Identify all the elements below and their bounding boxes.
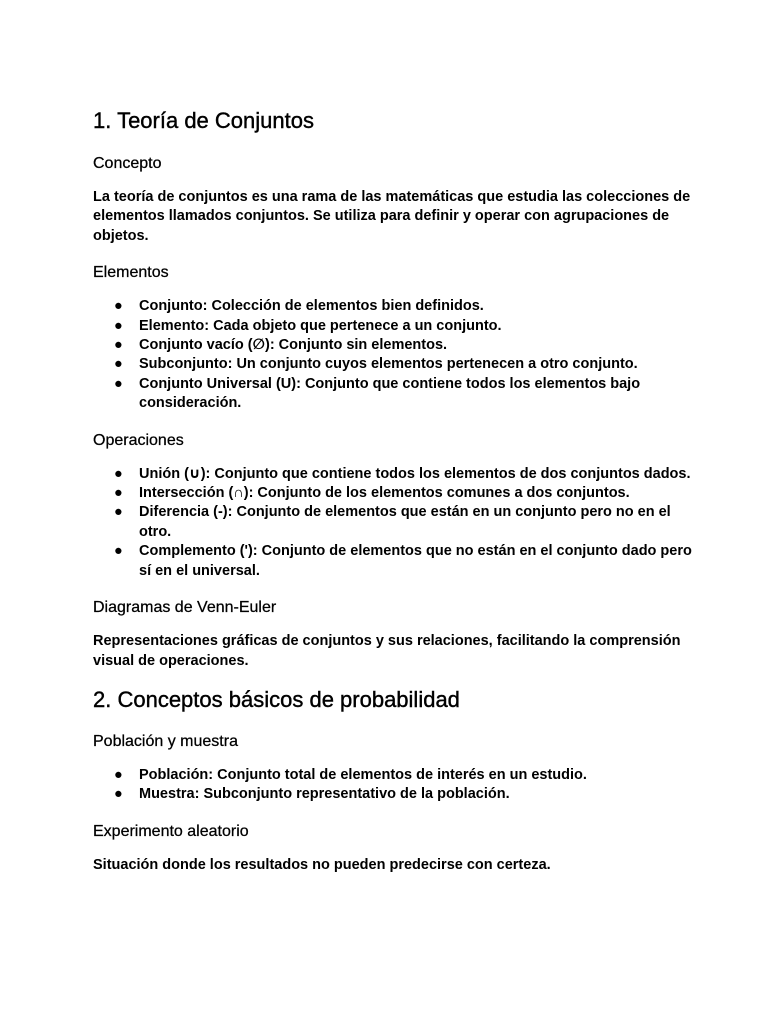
list-item-text: Conjunto vacío (∅): Conjunto sin elementos.: [139, 337, 448, 354]
list-poblacion-muestra: [93, 766, 693, 805]
heading-venn-euler: Diagramas de Venn-Euler: [93, 599, 277, 617]
heading-experimento-aleatorio: Experimento aleatorio: [93, 822, 249, 840]
bullet-icon: ●: [114, 375, 123, 392]
list-item-text: Subconjunto: Un conjunto cuyos elementos pertenecen a otro conjunto.: [139, 356, 638, 373]
list-item-text: Población: Conjunto total de elementos de interés en un estudio.: [139, 766, 587, 783]
bullet-icon: ●: [114, 356, 123, 373]
document-page: [93, 106, 693, 875]
list-item: [93, 503, 693, 542]
bullet-icon: ●: [114, 786, 123, 803]
list-item: [93, 336, 693, 355]
list-item: [93, 375, 693, 414]
bullet-icon: ●: [114, 465, 123, 482]
list-operaciones: [93, 465, 693, 581]
list-item: [93, 785, 693, 804]
list-item: [93, 297, 693, 316]
paragraph-concepto: La teoría de conjuntos es una rama de las matemáticas que estudia las colecciones de elementos llamados conjuntos. Se utiliza para definir y operar con agrupaciones de objetos.: [93, 189, 691, 244]
bullet-icon: ●: [114, 766, 123, 783]
bullet-icon: ●: [114, 543, 123, 560]
bullet-icon: ●: [114, 337, 123, 354]
list-item-text: Diferencia (-): Conjunto de elementos que están en un conjunto pero no en el otro.: [139, 504, 671, 540]
section-title-probabilidad: 2. Conceptos básicos de probabilidad: [93, 686, 460, 712]
bullet-icon: ●: [114, 298, 123, 315]
paragraph-venn-euler: Representaciones gráficas de conjuntos y sus relaciones, facilitando la comprensión visual de operaciones.: [93, 633, 681, 669]
list-item: [93, 355, 693, 374]
heading-poblacion-muestra: Población y muestra: [93, 732, 238, 750]
list-elementos: [93, 297, 693, 413]
list-item-text: Muestra: Subconjunto representativo de la población.: [139, 786, 510, 803]
list-item-text: Complemento ('): Conjunto de elementos que no están en el conjunto dado pero sí en el universal.: [139, 543, 692, 579]
heading-concepto: Concepto: [93, 155, 162, 172]
paragraph-experimento-aleatorio: Situación donde los resultados no pueden predecirse con certeza.: [93, 856, 551, 873]
heading-operaciones: Operaciones: [93, 431, 184, 449]
section-title-teoria-conjuntos: 1. Teoría de Conjuntos: [93, 108, 314, 133]
list-item: [93, 484, 693, 503]
list-item: [93, 542, 693, 581]
list-item-text: Conjunto: Colección de elementos bien definidos.: [139, 298, 484, 315]
heading-elementos: Elementos: [93, 264, 169, 282]
bullet-icon: ●: [114, 485, 123, 502]
list-item-text: Elemento: Cada objeto que pertenece a un conjunto.: [139, 317, 502, 334]
list-item: [93, 317, 693, 336]
list-item-text: Intersección (∩): Conjunto de los elementos comunes a dos conjuntos.: [139, 485, 630, 502]
list-item-text: Unión (∪): Conjunto que contiene todos los elementos de dos conjuntos dados.: [139, 465, 691, 482]
list-item: [93, 766, 693, 785]
bullet-icon: ●: [114, 504, 123, 521]
bullet-icon: ●: [114, 317, 123, 334]
list-item-text: Conjunto Universal (U): Conjunto que contiene todos los elementos bajo consideración.: [139, 375, 641, 412]
list-item: [93, 465, 693, 484]
